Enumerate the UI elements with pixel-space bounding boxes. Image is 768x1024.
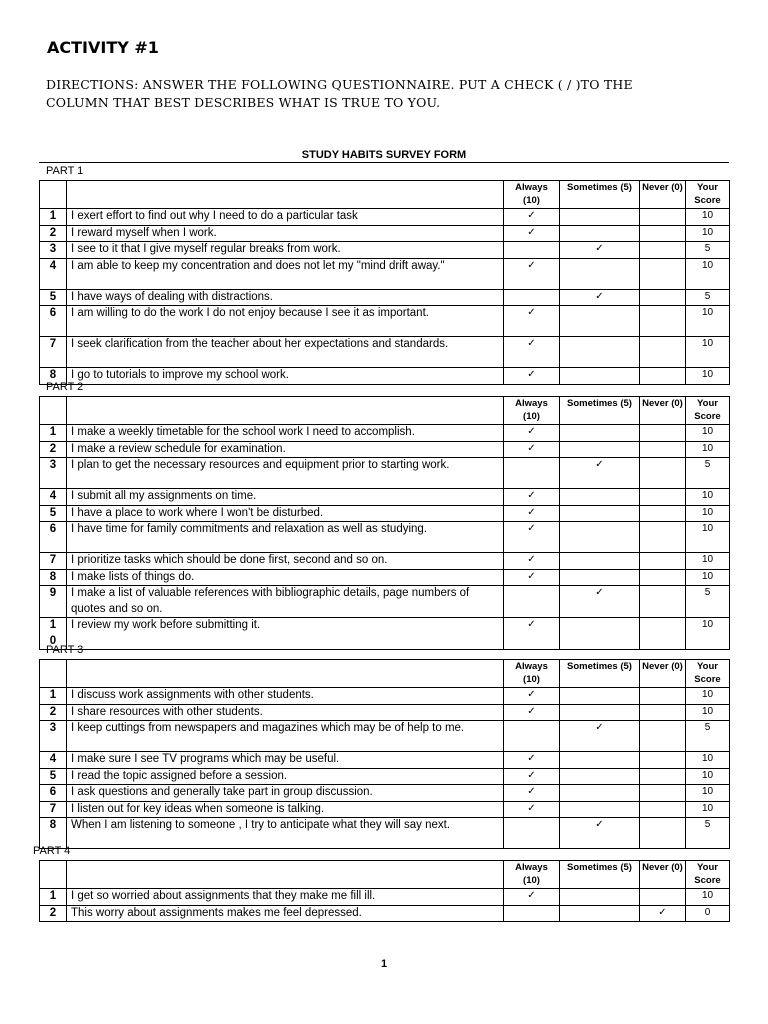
check-mark-icon: ✓ xyxy=(595,587,604,598)
item-number: 6 xyxy=(40,306,67,337)
survey-row xyxy=(40,209,730,226)
always-cell[interactable] xyxy=(504,368,560,385)
always-cell[interactable] xyxy=(504,688,560,705)
always-cell[interactable] xyxy=(504,242,560,259)
check-mark-icon: ✓ xyxy=(527,769,536,781)
score-cell: 10 xyxy=(686,489,730,506)
score-cell: 10 xyxy=(686,752,730,769)
never-cell[interactable] xyxy=(640,522,686,553)
header-score: Your Score xyxy=(686,861,730,889)
always-cell[interactable] xyxy=(504,225,560,242)
never-cell[interactable] xyxy=(640,905,686,922)
header-always: Always (10) xyxy=(504,861,560,889)
header-sometimes: Sometimes (5) xyxy=(560,660,640,688)
score-cell: 10 xyxy=(686,522,730,553)
never-cell[interactable] xyxy=(640,553,686,570)
item-number: 6 xyxy=(40,785,67,802)
score-cell: 10 xyxy=(686,785,730,802)
item-number: 1 xyxy=(40,425,67,442)
part-label: PART 3 xyxy=(46,644,84,656)
sometimes-cell[interactable] xyxy=(560,458,640,489)
never-cell[interactable] xyxy=(640,489,686,506)
survey-table xyxy=(39,396,730,650)
score-cell: 10 xyxy=(686,258,730,289)
header-never: Never (0) xyxy=(640,397,686,425)
never-cell[interactable] xyxy=(640,768,686,785)
never-cell[interactable] xyxy=(640,618,686,650)
header-sometimes: Sometimes (5) xyxy=(560,397,640,425)
survey-row xyxy=(40,569,730,586)
score-cell: 5 xyxy=(686,818,730,849)
header-always: Always (10) xyxy=(504,660,560,688)
statement-text: I reward myself when I work. xyxy=(67,225,504,242)
check-mark-icon: ✓ xyxy=(595,290,604,302)
survey-row xyxy=(40,458,730,489)
check-mark-icon: ✓ xyxy=(527,570,536,582)
sometimes-cell[interactable] xyxy=(560,752,640,769)
check-mark-icon: ✓ xyxy=(527,369,536,380)
survey-row xyxy=(40,905,730,922)
item-number: 1 xyxy=(40,209,67,226)
item-number: 5 xyxy=(40,505,67,522)
never-cell[interactable] xyxy=(640,801,686,818)
directions-text: DIRECTIONS: ANSWER THE FOLLOWING QUESTIONNAIRE. PUT A CHECK ( / )TO THE COLUMN THAT BEST DESCRIBES WHAT IS TRUE TO YOU. xyxy=(46,77,633,110)
survey-row xyxy=(40,785,730,802)
sometimes-cell[interactable] xyxy=(560,618,640,650)
survey-table xyxy=(39,659,730,849)
score-cell: 10 xyxy=(686,704,730,721)
survey-row xyxy=(40,688,730,705)
always-cell[interactable] xyxy=(504,289,560,306)
item-number: 5 xyxy=(40,768,67,785)
header-always: Always (10) xyxy=(504,181,560,209)
item-number: 7 xyxy=(40,801,67,818)
statement-text: I listen out for key ideas when someone is talking. xyxy=(67,801,504,818)
header-score: Your Score xyxy=(686,660,730,688)
statement-text: I make a weekly timetable for the school work I need to accomplish. xyxy=(67,425,504,442)
survey-row xyxy=(40,258,730,289)
sometimes-cell[interactable] xyxy=(560,553,640,570)
check-mark-icon: ✓ xyxy=(595,819,604,830)
survey-row xyxy=(40,889,730,906)
sometimes-cell[interactable] xyxy=(560,505,640,522)
always-cell[interactable] xyxy=(504,785,560,802)
check-mark-icon: ✓ xyxy=(527,490,536,501)
never-cell[interactable] xyxy=(640,225,686,242)
always-cell[interactable] xyxy=(504,618,560,650)
sometimes-cell[interactable] xyxy=(560,889,640,906)
statement-text: I have time for family commitments and relaxation as well as studying. xyxy=(67,522,504,553)
statement-text: I make a list of valuable references with bibliographic details, page numbers of quotes and so on. xyxy=(67,586,504,618)
survey-row xyxy=(40,801,730,818)
check-mark-icon: ✓ xyxy=(527,802,536,814)
check-mark-icon: ✓ xyxy=(527,705,536,717)
part-label: PART 4 xyxy=(33,845,71,857)
statement-text: I go to tutorials to improve my school work. xyxy=(67,368,504,385)
survey-row xyxy=(40,522,730,553)
sometimes-cell[interactable] xyxy=(560,425,640,442)
score-cell: 5 xyxy=(686,458,730,489)
score-cell: 10 xyxy=(686,569,730,586)
statement-text: I make sure I see TV programs which may be useful. xyxy=(67,752,504,769)
item-number: 8 xyxy=(40,569,67,586)
sometimes-cell[interactable] xyxy=(560,586,640,618)
never-cell[interactable] xyxy=(640,569,686,586)
always-cell[interactable] xyxy=(504,337,560,368)
sometimes-cell[interactable] xyxy=(560,522,640,553)
statement-text: I plan to get the necessary resources and equipment prior to starting work. xyxy=(67,458,504,489)
never-cell[interactable] xyxy=(640,586,686,618)
statement-text: I exert effort to find out why I need to do a particular task xyxy=(67,209,504,226)
item-number: 10 xyxy=(40,618,67,650)
header-score: Your Score xyxy=(686,397,730,425)
item-number: 7 xyxy=(40,553,67,570)
never-cell[interactable] xyxy=(640,368,686,385)
sometimes-cell[interactable] xyxy=(560,441,640,458)
score-cell: 10 xyxy=(686,801,730,818)
item-number: 3 xyxy=(40,242,67,259)
check-mark-icon: ✓ xyxy=(595,722,604,733)
title-divider xyxy=(39,162,729,163)
always-cell[interactable] xyxy=(504,889,560,906)
header-blank xyxy=(40,660,67,688)
check-mark-icon: ✓ xyxy=(527,523,536,534)
header-row xyxy=(40,861,730,889)
survey-row xyxy=(40,721,730,752)
sometimes-cell[interactable] xyxy=(560,209,640,226)
page-number: 1 xyxy=(380,958,388,970)
statement-text: I ask questions and generally take part in group discussion. xyxy=(67,785,504,802)
sometimes-cell[interactable] xyxy=(560,688,640,705)
never-cell[interactable] xyxy=(640,242,686,259)
statement-text: I review my work before submitting it. xyxy=(67,618,504,650)
check-mark-icon: ✓ xyxy=(527,426,536,437)
check-mark-icon: ✓ xyxy=(527,619,536,630)
sometimes-cell[interactable] xyxy=(560,258,640,289)
check-mark-icon: ✓ xyxy=(527,338,536,349)
item-number: 1 xyxy=(40,889,67,906)
item-number: 6 xyxy=(40,522,67,553)
item-number: 1 xyxy=(40,688,67,705)
statement-text: I keep cuttings from newspapers and magazines which may be of help to me. xyxy=(67,721,504,752)
survey-table xyxy=(39,860,730,922)
always-cell[interactable] xyxy=(504,905,560,922)
item-number: 2 xyxy=(40,225,67,242)
always-cell[interactable] xyxy=(504,768,560,785)
statement-text: I discuss work assignments with other students. xyxy=(67,688,504,705)
check-mark-icon: ✓ xyxy=(527,307,536,318)
score-cell: 10 xyxy=(686,889,730,906)
survey-row xyxy=(40,289,730,306)
sometimes-cell[interactable] xyxy=(560,306,640,337)
sometimes-cell[interactable] xyxy=(560,818,640,849)
score-cell: 10 xyxy=(686,425,730,442)
header-row xyxy=(40,181,730,209)
header-blank xyxy=(40,397,67,425)
statement-text: I have a place to work where I won't be disturbed. xyxy=(67,505,504,522)
statement-text: When I am listening to someone , I try to anticipate what they will say next. xyxy=(67,818,504,849)
sometimes-cell[interactable] xyxy=(560,368,640,385)
item-number: 2 xyxy=(40,704,67,721)
never-cell[interactable] xyxy=(640,505,686,522)
never-cell[interactable] xyxy=(640,258,686,289)
check-mark-icon: ✓ xyxy=(527,786,536,797)
always-cell[interactable] xyxy=(504,425,560,442)
check-mark-icon: ✓ xyxy=(658,906,667,918)
sometimes-cell[interactable] xyxy=(560,489,640,506)
item-number: 3 xyxy=(40,721,67,752)
check-mark-icon: ✓ xyxy=(527,506,536,518)
form-title: STUDY HABITS SURVEY FORM xyxy=(301,149,467,161)
sometimes-cell[interactable] xyxy=(560,905,640,922)
survey-row xyxy=(40,618,730,650)
score-cell: 10 xyxy=(686,768,730,785)
survey-row xyxy=(40,242,730,259)
header-blank xyxy=(40,181,67,209)
item-number: 8 xyxy=(40,818,67,849)
header-never: Never (0) xyxy=(640,660,686,688)
item-number: 4 xyxy=(40,489,67,506)
check-mark-icon: ✓ xyxy=(595,243,604,254)
always-cell[interactable] xyxy=(504,306,560,337)
survey-row xyxy=(40,818,730,849)
header-sometimes: Sometimes (5) xyxy=(560,861,640,889)
never-cell[interactable] xyxy=(640,425,686,442)
statement-text: I see to it that I give myself regular breaks from work. xyxy=(67,242,504,259)
survey-row xyxy=(40,225,730,242)
check-mark-icon: ✓ xyxy=(527,753,536,764)
never-cell[interactable] xyxy=(640,889,686,906)
check-mark-icon: ✓ xyxy=(595,459,604,470)
always-cell[interactable] xyxy=(504,458,560,489)
header-score: Your Score xyxy=(686,181,730,209)
statement-text: I make lists of things do. xyxy=(67,569,504,586)
header-row xyxy=(40,660,730,688)
never-cell[interactable] xyxy=(640,337,686,368)
check-mark-icon: ✓ xyxy=(527,226,536,238)
always-cell[interactable] xyxy=(504,586,560,618)
score-cell: 5 xyxy=(686,721,730,752)
statement-text: This worry about assignments makes me feel depressed. xyxy=(67,905,504,922)
header-always: Always (10) xyxy=(504,397,560,425)
sometimes-cell[interactable] xyxy=(560,225,640,242)
part-label: PART 2 xyxy=(46,381,84,393)
survey-row xyxy=(40,586,730,618)
check-mark-icon: ✓ xyxy=(527,259,536,271)
never-cell[interactable] xyxy=(640,704,686,721)
score-cell: 10 xyxy=(686,368,730,385)
item-number: 4 xyxy=(40,258,67,289)
never-cell[interactable] xyxy=(640,785,686,802)
header-blank xyxy=(67,397,504,425)
survey-row xyxy=(40,752,730,769)
sometimes-cell[interactable] xyxy=(560,337,640,368)
survey-row xyxy=(40,425,730,442)
score-cell: 10 xyxy=(686,505,730,522)
check-mark-icon: ✓ xyxy=(527,210,536,221)
always-cell[interactable] xyxy=(504,489,560,506)
header-sometimes: Sometimes (5) xyxy=(560,181,640,209)
header-blank xyxy=(40,861,67,889)
statement-text: I am willing to do the work I do not enjoy because I see it as important. xyxy=(67,306,504,337)
never-cell[interactable] xyxy=(640,721,686,752)
survey-row xyxy=(40,505,730,522)
always-cell[interactable] xyxy=(504,569,560,586)
sometimes-cell[interactable] xyxy=(560,721,640,752)
survey-table xyxy=(39,180,730,385)
activity-title: ACTIVITY #1 xyxy=(47,38,159,57)
header-blank xyxy=(67,660,504,688)
item-number: 3 xyxy=(40,458,67,489)
sometimes-cell[interactable] xyxy=(560,704,640,721)
score-cell: 10 xyxy=(686,337,730,368)
sometimes-cell[interactable] xyxy=(560,768,640,785)
sometimes-cell[interactable] xyxy=(560,801,640,818)
survey-row xyxy=(40,768,730,785)
check-mark-icon: ✓ xyxy=(527,689,536,700)
survey-row xyxy=(40,337,730,368)
always-cell[interactable] xyxy=(504,522,560,553)
statement-text: I seek clarification from the teacher about her expectations and standards. xyxy=(67,337,504,368)
statement-text: I get so worried about assignments that they make me fill ill. xyxy=(67,889,504,906)
statement-text: I have ways of dealing with distractions. xyxy=(67,289,504,306)
statement-text: I submit all my assignments on time. xyxy=(67,489,504,506)
header-never: Never (0) xyxy=(640,861,686,889)
survey-row xyxy=(40,704,730,721)
always-cell[interactable] xyxy=(504,553,560,570)
survey-row xyxy=(40,306,730,337)
item-number: 4 xyxy=(40,752,67,769)
always-cell[interactable] xyxy=(504,209,560,226)
check-mark-icon: ✓ xyxy=(527,554,536,565)
survey-row xyxy=(40,553,730,570)
always-cell[interactable] xyxy=(504,752,560,769)
item-number: 8 xyxy=(40,368,67,385)
sometimes-cell[interactable] xyxy=(560,242,640,259)
item-number: 2 xyxy=(40,441,67,458)
score-cell: 10 xyxy=(686,553,730,570)
score-cell: 10 xyxy=(686,306,730,337)
header-row xyxy=(40,397,730,425)
survey-row xyxy=(40,368,730,385)
never-cell[interactable] xyxy=(640,752,686,769)
sometimes-cell[interactable] xyxy=(560,785,640,802)
survey-row xyxy=(40,441,730,458)
always-cell[interactable] xyxy=(504,721,560,752)
statement-text: I am able to keep my concentration and does not let my "mind drift away." xyxy=(67,258,504,289)
always-cell[interactable] xyxy=(504,818,560,849)
never-cell[interactable] xyxy=(640,688,686,705)
check-mark-icon: ✓ xyxy=(527,442,536,454)
statement-text: I prioritize tasks which should be done first, second and so on. xyxy=(67,553,504,570)
score-cell: 10 xyxy=(686,618,730,650)
never-cell[interactable] xyxy=(640,441,686,458)
score-cell: 5 xyxy=(686,242,730,259)
always-cell[interactable] xyxy=(504,704,560,721)
statement-text: I share resources with other students. xyxy=(67,704,504,721)
never-cell[interactable] xyxy=(640,458,686,489)
score-cell: 10 xyxy=(686,209,730,226)
never-cell[interactable] xyxy=(640,209,686,226)
score-cell: 10 xyxy=(686,441,730,458)
header-never: Never (0) xyxy=(640,181,686,209)
always-cell[interactable] xyxy=(504,441,560,458)
always-cell[interactable] xyxy=(504,258,560,289)
header-blank xyxy=(67,861,504,889)
always-cell[interactable] xyxy=(504,505,560,522)
item-number: 9 xyxy=(40,586,67,618)
item-number: 7 xyxy=(40,337,67,368)
part-label: PART 1 xyxy=(46,165,84,177)
item-number: 5 xyxy=(40,289,67,306)
never-cell[interactable] xyxy=(640,289,686,306)
score-cell: 5 xyxy=(686,289,730,306)
score-cell: 10 xyxy=(686,225,730,242)
never-cell[interactable] xyxy=(640,306,686,337)
statement-text: I read the topic assigned before a session. xyxy=(67,768,504,785)
check-mark-icon: ✓ xyxy=(527,890,536,901)
survey-row xyxy=(40,489,730,506)
sometimes-cell[interactable] xyxy=(560,569,640,586)
sometimes-cell[interactable] xyxy=(560,289,640,306)
score-cell: 10 xyxy=(686,688,730,705)
header-blank xyxy=(67,181,504,209)
statement-text: I make a review schedule for examination. xyxy=(67,441,504,458)
score-cell: 5 xyxy=(686,586,730,618)
never-cell[interactable] xyxy=(640,818,686,849)
item-number: 2 xyxy=(40,905,67,922)
always-cell[interactable] xyxy=(504,801,560,818)
score-cell: 0 xyxy=(686,905,730,922)
